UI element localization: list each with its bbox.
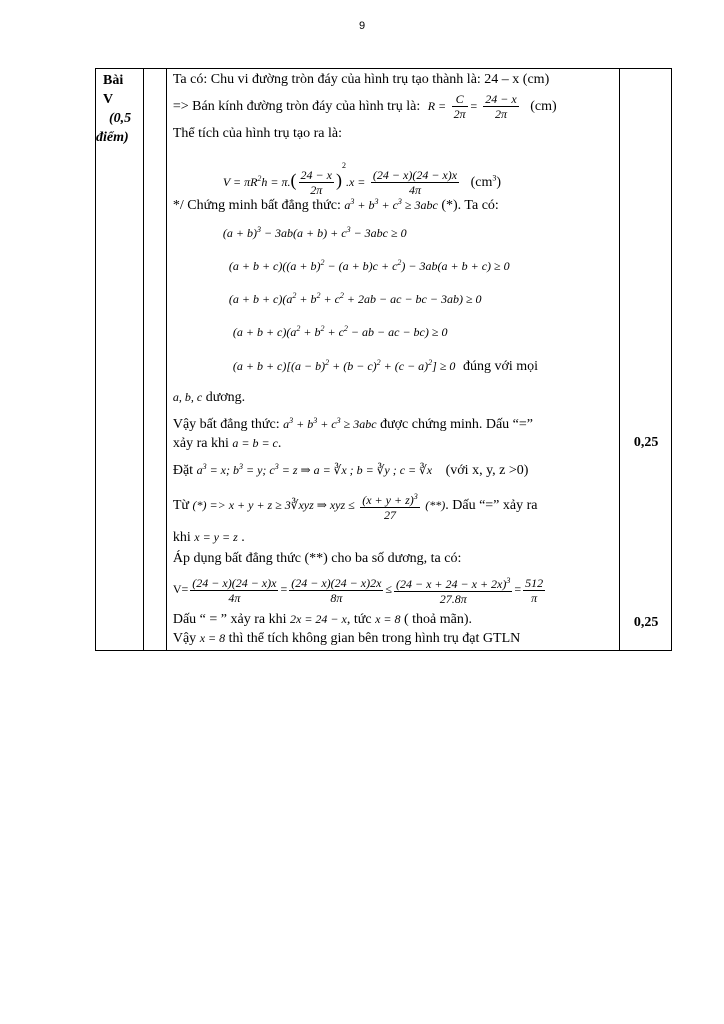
problem-label-2: V: [103, 92, 114, 107]
problem-points: (0,5: [109, 111, 132, 126]
final-inequality: V= $\frac{(24 - x)(24 - x)x}{4\pi}$ = $\frac{(24 - x)(24 - x)2x}{8\pi}$ ≤ $\frac{(24 - x + 24 - x + 2x)^3}{27.8\pi}$ = $\frac{512}{\pi}$: [172, 575, 544, 607]
problem-label-1: Bài: [103, 73, 124, 88]
text-line: Thể tích của hình trụ tạo ra là:: [172, 126, 342, 141]
text-line: */ Chứng minh bất đẳng thức:: [172, 198, 341, 213]
math-step: $(a + b)^3 - 3ab(a + b) + c^3 - 3abc \ge 0$: [222, 225, 407, 240]
problem-points-unit: điểm): [96, 130, 129, 145]
math-step: $(a + b + c)((a + b)^2 - (a + b)c + c^2) - 3ab(a + b + c) \ge 0$: [228, 258, 510, 273]
math-step: $(a + b + c)(a^2 + b^2 + c^2$ − ab − ac − bc) ≥ 0: [232, 324, 448, 339]
score: 0,25: [633, 615, 659, 630]
page-number: 9: [358, 20, 366, 32]
solution-table: [95, 68, 672, 651]
volume-formula: $V = \pi R^2h = \pi$.( $\frac{24 - x}{2\pi}$ )$^2$.x = $\frac{(24 - x)(24 - x)x}{4\pi}$ $(cm^3)$: [222, 161, 502, 198]
text-line: => Bán kính đường tròn đáy của hình trụ là:: [172, 99, 421, 114]
unit: (cm): [530, 99, 557, 114]
text-line: Ta có: Chu vi đường tròn đáy của hình trụ tạo thành là: 24 – x (cm): [172, 72, 550, 87]
problem-label-cell: [96, 69, 144, 651]
score-cell: [620, 69, 672, 651]
text-line: Áp dụng bất đẳng thức (**) cho ba số dương, ta có:: [172, 551, 462, 566]
score: 0,25: [633, 435, 659, 450]
unit: (cm: [470, 175, 493, 190]
solution-content: Ta có: Chu vi đường tròn đáy của hình trụ tạo thành là: 24 – x (cm) => Bán kính đường tròn đáy của hình trụ là: R = $\frac{C}{2\pi}$ = $\frac{24 - x}{2\pi}$ (cm) Thể tích của hình trụ tạo ra là: $V = \pi R^2h = \pi$.( $\frac{24 - x}{2\pi}$ )$^2$.x = $\frac{(24 - x)(24 - x)x}{4\pi}$ $(cm^3)$ */ Chứng minh bất đẳng thức: $a^3 + b^3 + c^3 \ge 3abc$ (*). Ta có: $(a + b)^3 - 3ab(a + b) + c^3 - 3abc \ge 0$ $(a + b + c)((a + b)^2 - (a + b)c + c^2) - 3ab(a + b + c) \ge 0$ $(a + b + c)(a^2 + b^2 + c^2 + 2ab$ − ac − bc − 3ab) ≥ 0 $(a + b + c)(a^2 + b^2 + c^2$ − ab − ac − bc) ≥ 0 $(a + b + c)[(a - b)^2 + (b - c)^2 + (c - a)^2] \ge 0$ đúng với mọi a, b, c dương. Vậy bất đẳng thức: $a^3 + b^3 + c^3 \ge 3abc$ được chứng minh. Dấu “=” xảy ra khi a = b = c. 0,25 Đặt $a^3 = x$; $b^3 = y$; $c^3 = z$ ⇒ a = ∛x ; b = ∛y ; c = ∛x (với x, y, z >0) Từ (*) => x + y + z ≥ 3∛xyz ⇒ xyz ≤ $\frac{(x + y + z)^3}{27}$ (**). Dấu “=” xảy ra khi x = y = z . Áp dụng bất đẳng thức (**) cho ba số dương, ta có: V= $\frac{(24 - x)(24 - x)x}{4\pi}$ = $\frac{(24 - x)(24 - x)2x}{8\pi}$ ≤ $\frac{(24 - x + 24 - x + 2x)^3}{27.8\pi}$ = $\frac{512}{\pi}$ Dấu “ = ” xảy ra khi 2x = 24 − x, tức x = 8 ( thoả mãn). 0,25 Vậy x = 8 thì thể tích không gian bên trong hình trụ đạt GTLN: [166, 69, 619, 651]
math-step: $(a + b + c)(a^2 + b^2 + c^2 + 2ab$ − ac − bc − 3ab) ≥ 0: [228, 291, 482, 306]
